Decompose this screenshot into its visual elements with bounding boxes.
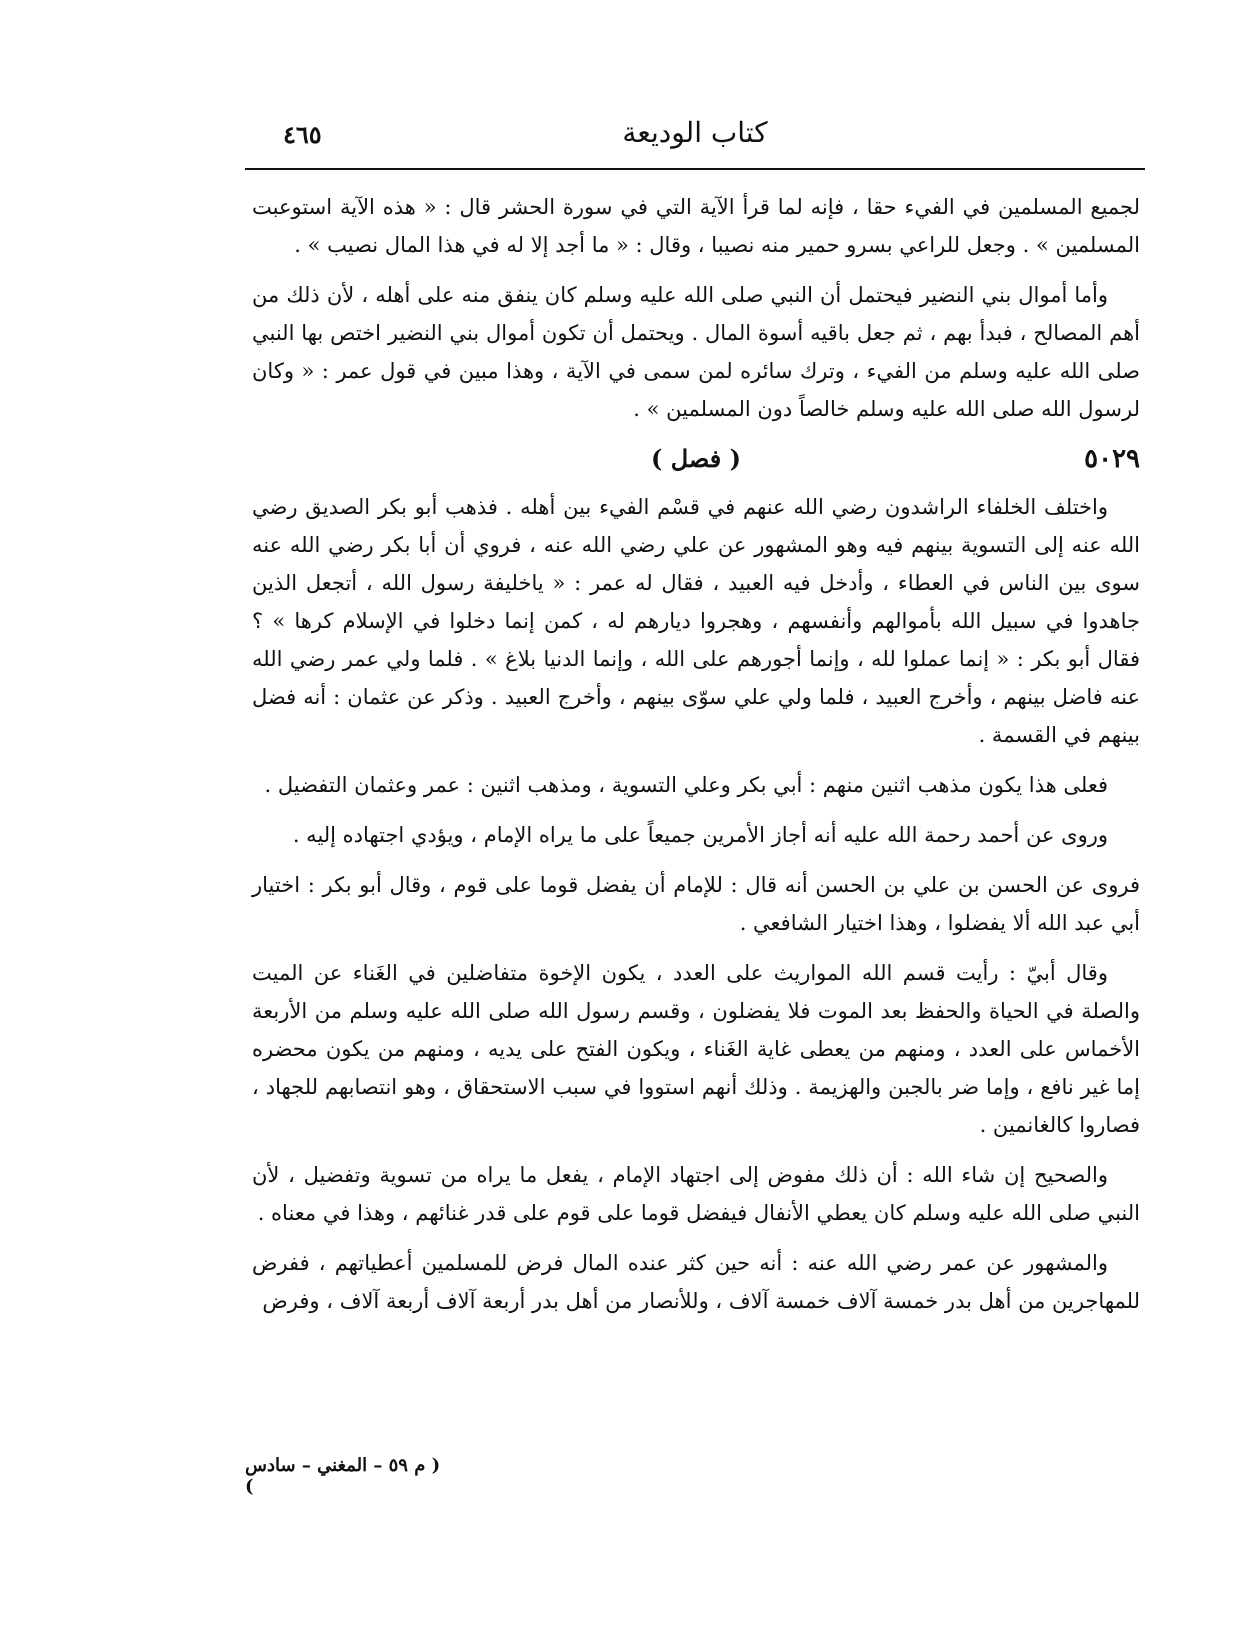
header-rule — [245, 168, 1145, 170]
paragraph: لجميع المسلمين في الفيء حقا ، فإنه لما قرأ الآية التي في سورة الحشر قال : « هذه الآية استوعبت المسلمين » . وجعل للراعي بسرو حمير منه نصيبا ، وقال : « ما أجد إلا له في هذا المال نصيب » . — [252, 195, 1140, 257]
section-title: ( فصل ) — [651, 444, 741, 473]
paragraph: فعلى هذا يكون مذهب اثنين منهم : أبي بكر وعلي التسوية ، ومذهب اثنين : عمر وعثمان التفضيل . — [264, 773, 1108, 797]
printer-signature: ( م ٥٩ – المغني – سادس ) — [245, 1455, 441, 1497]
paragraph: فروى عن الحسن بن علي بن الحسن أنه قال : للإمام أن يفضل قوما على قوم ، وقال أبو بكر : اختيار أبي عبد الله ألا يفضلوا ، وهذا اختيار الشافعي . — [252, 873, 1140, 935]
running-title: كتاب الوديعة — [622, 116, 768, 149]
main-text — [252, 188, 1140, 1332]
paragraph: وروى عن أحمد رحمة الله عليه أنه أجاز الأمرين جميعاً على ما يراه الإمام ، ويؤدي اجتهاده إليه . — [292, 823, 1108, 847]
paragraph: وقال أبيّ : رأيت قسم الله المواريث على العدد ، يكون الإخوة متفاضلين في الغَناء عن الميت والصلة في الحياة والحفظ بعد الموت فلا يفضلون ، وقسم رسول الله صلى الله عليه وسلم من الأربعة الأخماس على العدد ، ومنهم من يعطى غاية الغَناء ، ويكون الفتح على يديه ، ومنهم من يكون محضره إما غير نافع ، وإما ضر بالجبن والهزيمة . وذلك أنهم استووا في سبب الاستحقاق ، وهو انتصابهم للجهاد ، فصاروا كالغانمين . — [252, 961, 1141, 1137]
paragraph: وأما أموال بني النضير فيحتمل أن النبي صلى الله عليه وسلم كان ينفق منه على أهله ، لأن ذلك من أهم المصالح ، فبدأ بهم ، ثم جعل باقيه أسوة المال . ويحتمل أن تكون أموال بني النضير اختص بها النبي صلى الله عليه وسلم من الفيء ، وترك سائره لمن سمى في الآية ، وهذا مبين في قول عمر : « وكان لرسول الله صلى الله عليه وسلم خالصاً دون المسلمين » . — [252, 283, 1140, 421]
section-heading — [252, 440, 1140, 480]
paragraph: والمشهور عن عمر رضي الله عنه : أنه حين كثر عنده المال فرض للمسلمين أعطياتهم ، ففرض للمهاجرين من أهل بدر خمسة آلاف خمسة آلاف ، وللأنصار من أهل بدر أربعة آلاف أربعة آلاف ، وفرض — [252, 1251, 1140, 1313]
page-number: ٤٦٥ — [283, 120, 322, 149]
paragraph: والصحيح إن شاء الله : أن ذلك مفوض إلى اجتهاد الإمام ، يفعل ما يراه من تسوية وتفضيل ، لأن النبي صلى الله عليه وسلم كان يعطي الأنفال فيفضل قوما على قوم على قدر غنائهم ، وهذا في معناه . — [252, 1163, 1140, 1225]
page-header — [245, 110, 1145, 158]
paragraph: واختلف الخلفاء الراشدون رضي الله عنهم في قسْم الفيء بين أهله . فذهب أبو بكر الصديق رضي الله عنه إلى التسوية بينهم فيه وهو المشهور عن علي رضي الله عنه ، فروي أن أبا بكر رضي الله عنه سوى بين الناس في العطاء ، وأدخل فيه العبيد ، فقال له عمر : « ياخليفة رسول الله ، أتجعل الذين جاهدوا في سبيل الله بأموالهم وأنفسهم ، وهجروا ديارهم له ، كمن إنما دخلوا في الإسلام كرها » ؟ فقال أبو بكر : « إنما عملوا لله ، وإنما أجورهم على الله ، وإنما الدنيا بلاغ » . فلما ولي عمر رضي الله عنه فاضل بينهم ، وأخرج العبيد ، فلما ولي علي سوّى بينهم ، وأخرج العبيد . وذكر عن عثمان : أنه فضل بينهم في القسمة . — [252, 495, 1140, 747]
section-number: ٥٠٢٩ — [1084, 444, 1140, 474]
